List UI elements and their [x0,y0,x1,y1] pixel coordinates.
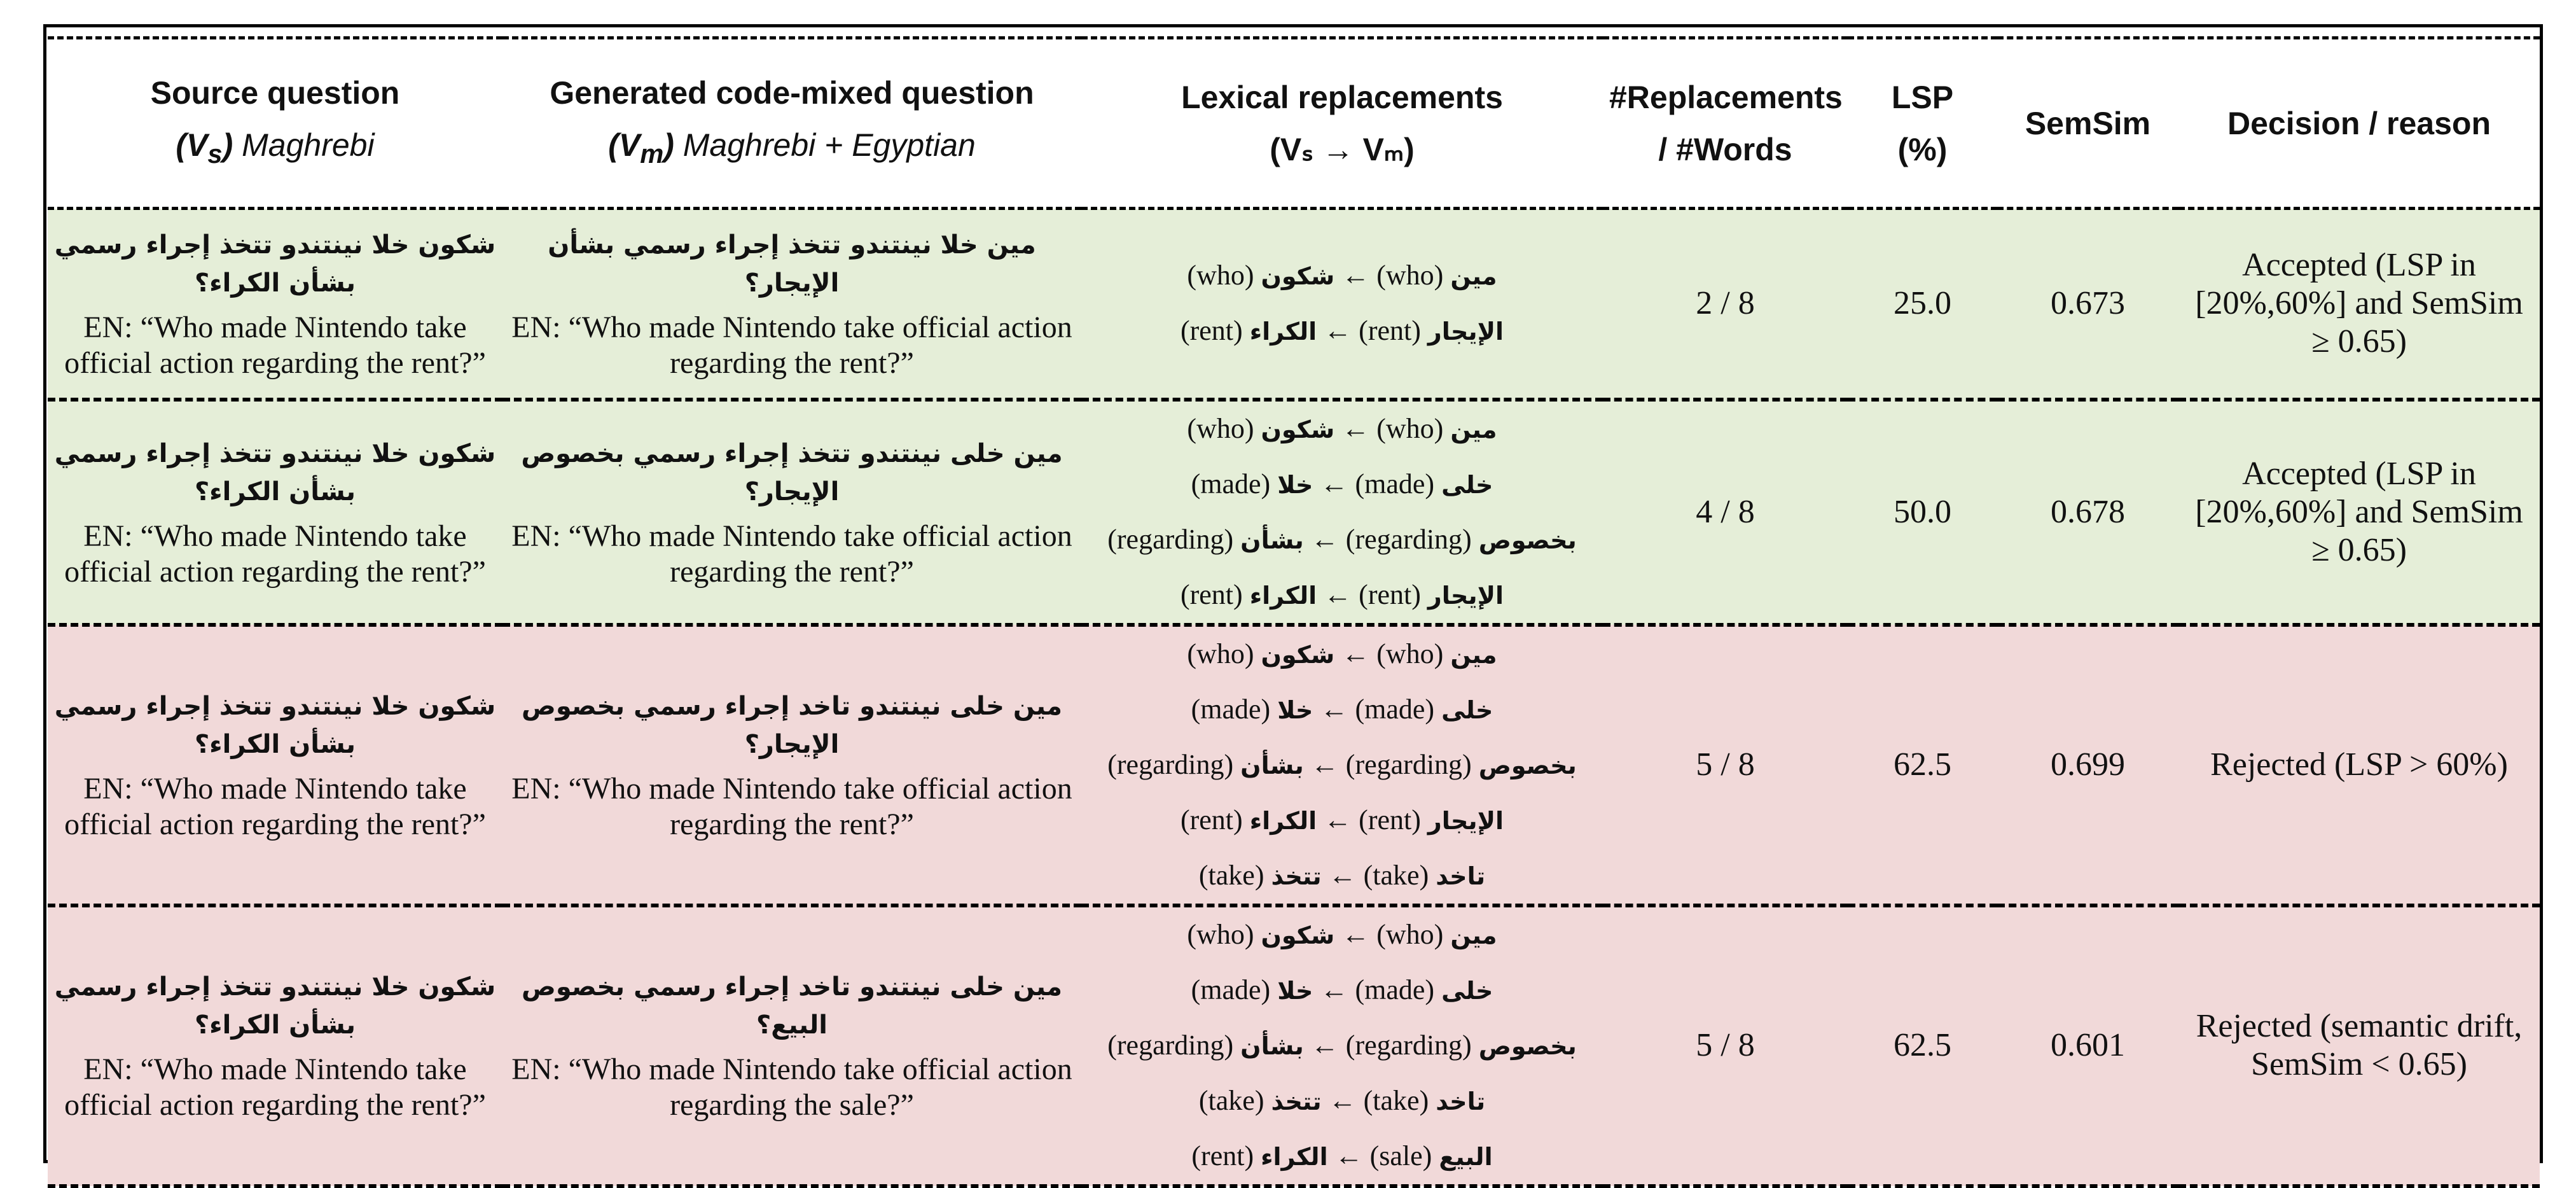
replacement-old-en: (take) [1198,1084,1264,1116]
replacement-new-en: (regarding) [1345,1029,1472,1061]
table-row [48,400,2540,625]
replacement-new-en: (take) [1363,1084,1429,1116]
cell-replacements [1081,905,1603,1186]
cell-lsp: 62.5 [1894,746,1951,783]
replacement-new-en: (regarding) [1345,523,1472,555]
cell-ratio: 2 / 8 [1696,285,1755,322]
replacement-old: الكراء [1249,806,1317,835]
replacement-old-en: (who) [1187,260,1254,291]
cell-lsp: 25.0 [1894,285,1951,322]
cell-source [48,625,502,905]
replacement-old-en: (rent) [1180,315,1243,347]
header-replacements-line2: / #Words [1658,131,1792,167]
source-english: EN: “Who made Nintendo take official action regarding the rent?” [64,519,486,589]
replacement-new: مين [1450,262,1497,291]
cell-ratio: 5 / 8 [1696,746,1755,783]
header-generated [502,38,1081,209]
header-generated-sub: $(V_m)$ Maghrebi + Egyptian [608,127,976,169]
source-arabic: شكون خلا نينتندو تتخذ إجراء رسمي بشأن الكراء؟ [54,692,496,759]
header-row [48,38,2540,209]
replacement-new-en: (who) [1376,260,1444,291]
replacement-old-en: (regarding) [1107,1029,1234,1061]
replacement-new: البيع [1439,1142,1493,1171]
header-replacements-line1: #Replacements [1609,79,1843,115]
replacement-new: بخصوص [1478,751,1577,779]
replacement-old-en: (made) [1191,974,1271,1005]
cell-semsim: 0.678 [2051,493,2125,530]
replacement-item: البيع (sale) ← الكراء (rent) [1191,1140,1493,1171]
replacement-new: مين [1450,640,1497,669]
replacement-old: الكراء [1249,581,1317,610]
header-source [48,38,502,209]
replacement-old: شكون [1261,640,1335,669]
replacement-old: شكون [1261,921,1335,949]
replacement-old: بشأن [1240,751,1304,779]
replacement-item: بخصوص (regarding) ← بشأن (regarding) [1107,523,1577,555]
cell-decision: Rejected (LSP > 60%) [2210,746,2508,783]
header-lsp [1848,38,1997,209]
table-row [48,209,2540,400]
header-lexical-sub: (Vₛ → Vₘ) [1270,131,1415,167]
replacement-item: خلى (made) ← خلا (made) [1191,693,1493,725]
cell-ratio: 5 / 8 [1696,1027,1755,1063]
replacement-new-en: (take) [1363,859,1429,891]
replacement-old-en: (rent) [1191,1140,1254,1171]
replacement-new: خلى [1441,976,1493,1005]
source-english: EN: “Who made Nintendo take official action regarding the rent?” [64,772,486,841]
replacement-item: مين (who) ← شكون (who) [1187,638,1497,669]
replacement-old-en: (rent) [1180,578,1243,610]
replacement-item: تاخد (take) ← تتخذ (take) [1198,1084,1486,1116]
replacement-new: الإيجار [1427,806,1504,835]
header-lsp-line1: LSP [1891,79,1954,115]
cell-lsp: 62.5 [1894,1027,1951,1063]
replacement-old: تتخذ [1271,862,1322,890]
cell-decision: Rejected (semantic drift, SemSim < 0.65) [2196,1008,2523,1082]
generated-arabic: مين خلى نينتندو تاخد إجراء رسمي بخصوص البيع؟ [522,972,1062,1040]
replacement-new: مين [1450,415,1497,444]
cell-source [48,209,502,400]
replacement-new-en: (made) [1355,974,1435,1005]
replacement-old-en: (rent) [1180,804,1243,835]
source-arabic: شكون خلا نينتندو تتخذ إجراء رسمي بشأن الكراء؟ [54,438,496,507]
generated-english: EN: “Who made Nintendo take official action regarding the rent?” [511,772,1072,841]
replacement-list [1086,627,1598,904]
cell-ratio: 4 / 8 [1696,493,1755,530]
generated-english: EN: “Who made Nintendo take official action regarding the rent?” [511,311,1072,381]
cell-source [48,400,502,625]
replacement-new: خلى [1441,470,1493,499]
table-row [48,905,2540,1186]
replacement-new-en: (made) [1355,468,1435,500]
table-frame [43,24,2543,1171]
replacement-old: تتخذ [1271,1087,1322,1115]
replacement-old: خلا [1277,976,1313,1005]
replacement-new: بخصوص [1478,526,1577,554]
replacement-old: شكون [1261,415,1335,444]
replacement-item: خلى (made) ← خلا (made) [1191,468,1493,500]
replacement-new-en: (who) [1376,918,1444,950]
generated-english: EN: “Who made Nintendo take official action regarding the sale?” [511,1052,1072,1122]
cell-semsim: 0.601 [2051,1027,2125,1063]
cell-decision: Accepted (LSP in [20%,60%] and SemSim ≥ 0.65) [2195,455,2523,568]
replacement-old-en: (who) [1187,412,1254,444]
table-row [48,625,2540,905]
cell-replacements [1081,625,1603,905]
replacement-new: مين [1450,921,1497,949]
replacement-old: شكون [1261,262,1335,291]
replacement-new-en: (who) [1376,412,1444,444]
replacement-list [1086,248,1598,359]
header-replacements [1603,38,1848,209]
header-decision: Decision / reason [2178,38,2540,209]
cell-generated [502,400,1081,625]
header-generated-title: Generated code-mixed question [550,74,1034,111]
source-arabic: شكون خلا نينتندو تتخذ إجراء رسمي بشأن الكراء؟ [54,230,496,298]
replacement-old: بشأن [1240,1031,1304,1060]
replacement-old-en: (take) [1198,859,1264,891]
replacement-new: تاخد [1436,862,1486,890]
replacement-item: مين (who) ← شكون (who) [1187,260,1497,291]
header-source-sub: $(V_s)$ Maghrebi [176,127,375,169]
cell-semsim: 0.699 [2051,746,2125,783]
replacement-new: تاخد [1436,1087,1486,1115]
cell-generated [502,209,1081,400]
examples-table [48,36,2540,1188]
source-arabic: شكون خلا نينتندو تتخذ إجراء رسمي بشأن الكراء؟ [54,972,496,1040]
replacement-new-en: (rent) [1359,804,1421,835]
replacement-item: بخصوص (regarding) ← بشأن (regarding) [1107,1029,1577,1061]
replacement-item: مين (who) ← شكون (who) [1187,918,1497,950]
replacement-item: بخصوص (regarding) ← بشأن (regarding) [1107,748,1577,780]
replacement-item: تاخد (take) ← تتخذ (take) [1198,859,1486,891]
cell-generated [502,905,1081,1186]
cell-replacements [1081,400,1603,625]
replacement-new-en: (made) [1355,693,1435,725]
replacement-old-en: (regarding) [1107,748,1234,780]
source-english: EN: “Who made Nintendo take official action regarding the rent?” [64,1052,486,1122]
replacement-old: الكراء [1261,1142,1328,1171]
generated-arabic: مين خلى نينتندو تاخد إجراء رسمي بخصوص الإيجار؟ [522,692,1062,759]
replacement-old: خلا [1277,695,1313,724]
cell-semsim: 0.673 [2051,285,2125,322]
header-source-title: Source question [150,74,400,111]
replacement-item: مين (who) ← شكون (who) [1187,412,1497,444]
replacement-old: الكراء [1249,318,1317,346]
replacement-old-en: (made) [1191,693,1271,725]
replacement-new: الإيجار [1427,318,1504,346]
header-lexical [1081,38,1603,209]
header-lsp-line2: (%) [1897,131,1948,167]
replacement-item: خلى (made) ← خلا (made) [1191,974,1493,1005]
generated-english: EN: “Who made Nintendo take official action regarding the rent?” [511,519,1072,589]
replacement-old-en: (who) [1187,918,1254,950]
cell-decision: Accepted (LSP in [20%,60%] and SemSim ≥ 0.65) [2195,247,2523,360]
generated-arabic: مين خلا نينتندو تتخذ إجراء رسمي بشأن الإيجار؟ [548,230,1036,298]
replacement-old-en: (regarding) [1107,523,1234,555]
header-semsim: SemSim [1997,38,2178,209]
generated-arabic: مين خلى نينتندو تتخذ إجراء رسمي بخصوص الإيجار؟ [521,438,1063,507]
replacement-old: بشأن [1240,526,1304,554]
replacement-item: الإيجار (rent) ← الكراء (rent) [1180,804,1504,835]
cell-lsp: 50.0 [1894,493,1951,530]
replacement-old-en: (made) [1191,468,1271,500]
replacement-new: خلى [1441,695,1493,724]
cell-generated [502,625,1081,905]
replacement-list [1086,402,1598,623]
replacement-item: الإيجار (rent) ← الكراء (rent) [1180,578,1504,610]
replacement-new-en: (regarding) [1345,748,1472,780]
cell-source [48,905,502,1186]
replacement-old: خلا [1277,470,1313,499]
replacement-old-en: (who) [1187,638,1254,669]
replacement-new-en: (rent) [1359,578,1421,610]
replacement-new-en: (sale) [1369,1140,1432,1171]
cell-replacements [1081,209,1603,400]
replacement-new: الإيجار [1427,581,1504,610]
header-lexical-title: Lexical replacements [1181,79,1503,115]
replacement-list [1086,907,1598,1184]
replacement-item: الإيجار (rent) ← الكراء (rent) [1180,315,1504,347]
replacement-new-en: (who) [1376,638,1444,669]
replacement-new: بخصوص [1478,1031,1577,1060]
source-english: EN: “Who made Nintendo take official action regarding the rent?” [64,311,486,381]
replacement-new-en: (rent) [1359,315,1421,347]
